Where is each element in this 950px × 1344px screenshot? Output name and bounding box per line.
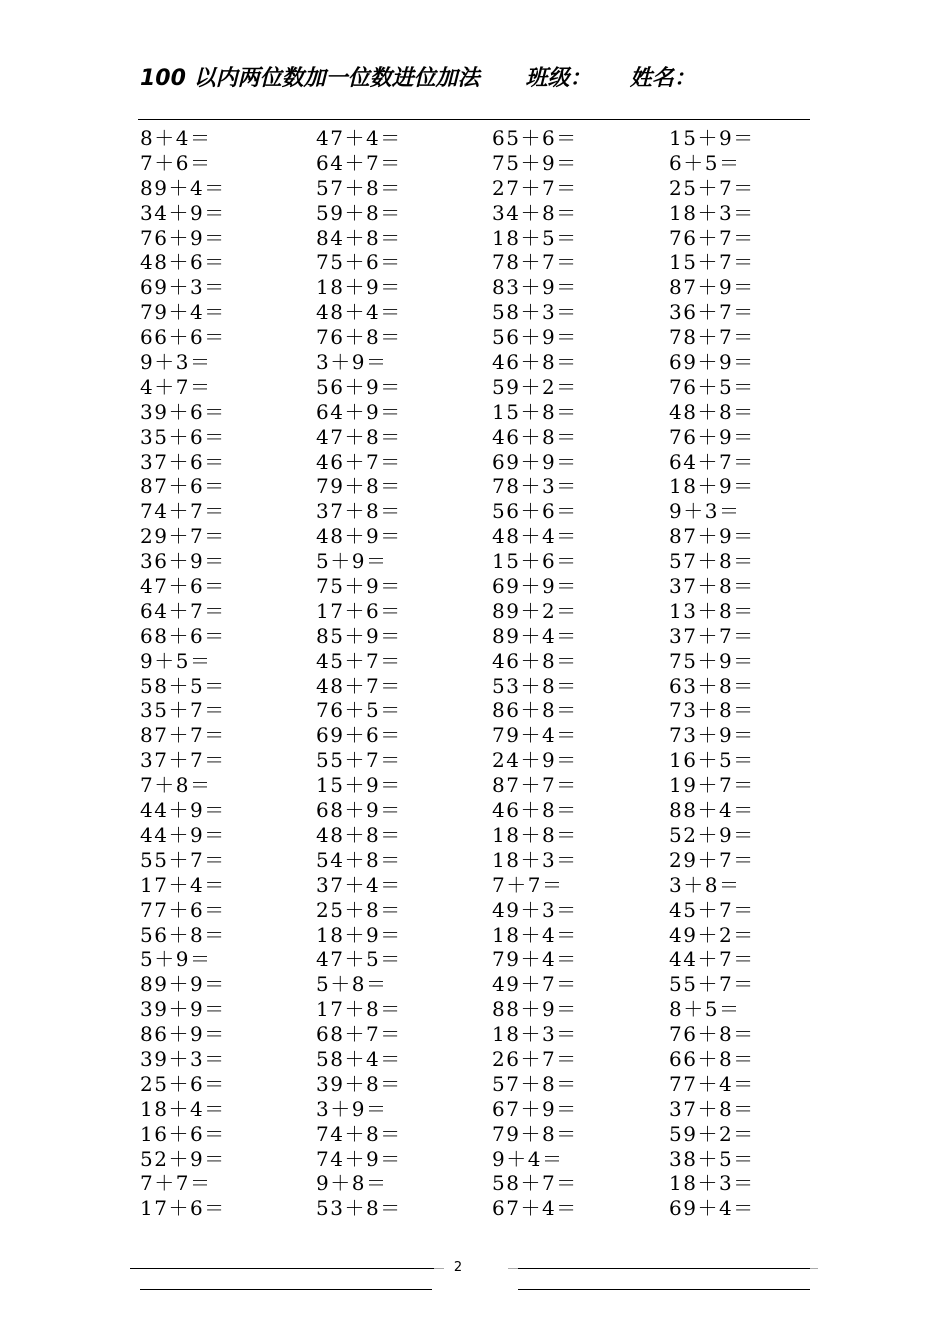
math-problem: 37＋4＝ [316,872,402,897]
math-problem: 49＋3＝ [492,897,578,922]
math-problem: 46＋8＝ [492,798,578,823]
math-problem: 59＋8＝ [316,200,402,225]
math-problem: 76＋9＝ [669,424,755,449]
math-problem: 39＋6＝ [140,399,226,424]
math-problem: 15＋7＝ [669,250,755,275]
math-problem: 37＋6＝ [140,449,226,474]
math-problem: 59＋2＝ [669,1121,755,1146]
math-problem: 15＋8＝ [492,399,578,424]
math-problem: 67＋9＝ [492,1096,578,1121]
math-problem: 45＋7＝ [316,648,402,673]
math-problem: 25＋8＝ [316,897,402,922]
math-problem: 48＋7＝ [316,673,402,698]
math-problem: 25＋6＝ [140,1071,226,1096]
math-problem: 48＋9＝ [316,524,402,549]
math-problem: 18＋5＝ [492,225,578,250]
math-problem: 46＋8＝ [492,350,578,375]
math-problem: 69＋6＝ [316,723,402,748]
math-problem: 46＋7＝ [316,449,402,474]
math-problem: 7＋8＝ [140,773,212,798]
math-problem: 79＋4＝ [492,947,578,972]
math-problem: 16＋6＝ [140,1121,226,1146]
math-problem: 58＋7＝ [492,1171,578,1196]
math-problem: 79＋4＝ [492,723,578,748]
math-problem: 84＋8＝ [316,225,402,250]
math-problem: 3＋8＝ [669,872,741,897]
math-problem: 74＋8＝ [316,1121,402,1146]
math-problem: 9＋5＝ [140,648,212,673]
page-number: 2 [453,1260,463,1275]
footer-rule-left [130,1268,434,1269]
math-problem: 78＋3＝ [492,474,578,499]
math-problem: 17＋8＝ [316,997,402,1022]
math-problem: 85＋9＝ [316,623,402,648]
math-problem: 9＋8＝ [316,1171,388,1196]
math-problem: 7＋7＝ [492,872,564,897]
footer-underline-left [140,1289,432,1290]
math-problem: 76＋5＝ [669,374,755,399]
math-problem: 35＋7＝ [140,698,226,723]
footer-rule-right-start [508,1268,518,1269]
math-problem: 49＋7＝ [492,972,578,997]
math-problem: 18＋3＝ [492,847,578,872]
math-problem: 58＋5＝ [140,673,226,698]
math-problem: 39＋8＝ [316,1071,402,1096]
math-problem: 89＋4＝ [492,623,578,648]
math-problem: 18＋3＝ [669,200,755,225]
math-problem: 75＋9＝ [492,150,578,175]
math-problem: 55＋7＝ [669,972,755,997]
footer-rule-right [518,1268,810,1269]
math-problem: 15＋9＝ [316,773,402,798]
math-problem: 75＋9＝ [669,648,755,673]
page-title: 100 以内两位数加一位数进位加法 班级： 姓名： [140,66,696,91]
math-problem: 7＋7＝ [140,1171,212,1196]
math-problem: 77＋6＝ [140,897,226,922]
math-problem: 75＋6＝ [316,250,402,275]
math-problem: 56＋9＝ [492,325,578,350]
math-problem: 48＋4＝ [492,524,578,549]
problem-grid [140,126,840,1221]
math-problem: 88＋4＝ [669,798,755,823]
math-problem: 66＋6＝ [140,325,226,350]
math-problem: 64＋7＝ [669,449,755,474]
math-problem: 52＋9＝ [140,1146,226,1171]
math-problem: 25＋7＝ [669,175,755,200]
math-problem: 6＋5＝ [669,150,741,175]
math-problem: 47＋6＝ [140,574,226,599]
math-problem: 48＋4＝ [316,300,402,325]
math-problem: 56＋6＝ [492,499,578,524]
math-problem: 37＋8＝ [669,574,755,599]
math-problem: 39＋9＝ [140,997,226,1022]
math-problem: 37＋8＝ [316,499,402,524]
math-problem: 78＋7＝ [492,250,578,275]
math-problem: 18＋3＝ [669,1171,755,1196]
math-problem: 57＋8＝ [316,175,402,200]
math-problem: 9＋4＝ [492,1146,564,1171]
math-problem: 63＋8＝ [669,673,755,698]
math-problem: 76＋7＝ [669,225,755,250]
math-problem: 36＋9＝ [140,549,226,574]
math-problem: 49＋2＝ [669,922,755,947]
math-problem: 46＋8＝ [492,648,578,673]
math-problem: 87＋9＝ [669,275,755,300]
math-problem: 48＋6＝ [140,250,226,275]
math-problem: 73＋9＝ [669,723,755,748]
math-problem: 53＋8＝ [316,1196,402,1221]
math-problem: 18＋9＝ [669,474,755,499]
math-problem: 8＋5＝ [669,997,741,1022]
math-problem: 9＋3＝ [140,350,212,375]
math-problem: 4＋7＝ [140,374,212,399]
math-problem: 3＋9＝ [316,350,388,375]
math-problem: 7＋6＝ [140,150,212,175]
math-problem: 59＋2＝ [492,374,578,399]
math-problem: 37＋7＝ [140,748,226,773]
math-problem: 8＋4＝ [140,126,212,150]
math-problem: 3＋9＝ [316,1096,388,1121]
footer-underline-right [518,1289,810,1290]
math-problem: 88＋9＝ [492,997,578,1022]
math-problem: 68＋7＝ [316,1022,402,1047]
math-problem: 79＋8＝ [492,1121,578,1146]
math-problem: 18＋4＝ [492,922,578,947]
math-problem: 53＋8＝ [492,673,578,698]
math-problem: 46＋8＝ [492,424,578,449]
math-problem: 34＋9＝ [140,200,226,225]
math-problem: 52＋9＝ [669,822,755,847]
math-problem: 66＋8＝ [669,1046,755,1071]
math-problem: 58＋3＝ [492,300,578,325]
math-problem: 57＋8＝ [669,549,755,574]
math-problem: 29＋7＝ [669,847,755,872]
math-problem: 37＋7＝ [669,623,755,648]
math-problem: 18＋3＝ [492,1022,578,1047]
math-problem: 5＋8＝ [316,972,388,997]
math-problem: 73＋8＝ [669,698,755,723]
math-problem: 67＋4＝ [492,1196,578,1221]
math-problem: 76＋8＝ [316,325,402,350]
math-problem: 18＋4＝ [140,1096,226,1121]
math-problem: 64＋9＝ [316,399,402,424]
math-problem: 9＋3＝ [669,499,741,524]
math-problem: 17＋6＝ [316,598,402,623]
math-problem: 56＋8＝ [140,922,226,947]
math-problem: 27＋7＝ [492,175,578,200]
math-problem: 47＋4＝ [316,126,402,150]
math-problem: 29＋7＝ [140,524,226,549]
math-problem: 35＋6＝ [140,424,226,449]
math-problem: 54＋8＝ [316,847,402,872]
math-problem: 75＋9＝ [316,574,402,599]
math-problem: 56＋9＝ [316,374,402,399]
math-problem: 69＋9＝ [492,449,578,474]
math-problem: 18＋9＝ [316,922,402,947]
math-problem: 89＋2＝ [492,598,578,623]
math-problem: 86＋8＝ [492,698,578,723]
footer-rule-right-end [810,1268,818,1269]
math-problem: 76＋5＝ [316,698,402,723]
math-problem: 69＋4＝ [669,1196,755,1221]
math-problem: 34＋8＝ [492,200,578,225]
math-problem: 15＋6＝ [492,549,578,574]
math-problem: 18＋9＝ [316,275,402,300]
math-problem: 76＋9＝ [140,225,226,250]
math-problem: 79＋8＝ [316,474,402,499]
math-problem: 13＋8＝ [669,598,755,623]
math-problem: 78＋7＝ [669,325,755,350]
math-problem: 26＋7＝ [492,1046,578,1071]
math-problem: 74＋7＝ [140,499,226,524]
math-problem: 55＋7＝ [140,847,226,872]
math-problem: 64＋7＝ [140,598,226,623]
math-problem: 48＋8＝ [669,399,755,424]
math-problem: 74＋9＝ [316,1146,402,1171]
math-problem: 68＋9＝ [316,798,402,823]
math-problem: 44＋9＝ [140,798,226,823]
math-problem: 38＋5＝ [669,1146,755,1171]
math-problem: 58＋4＝ [316,1046,402,1071]
math-problem: 39＋3＝ [140,1046,226,1071]
math-problem: 86＋9＝ [140,1022,226,1047]
math-problem: 47＋8＝ [316,424,402,449]
math-problem: 5＋9＝ [140,947,212,972]
math-problem: 65＋6＝ [492,126,578,150]
math-problem: 44＋9＝ [140,822,226,847]
math-problem: 57＋8＝ [492,1071,578,1096]
math-problem: 89＋9＝ [140,972,226,997]
math-problem: 87＋7＝ [492,773,578,798]
math-problem: 45＋7＝ [669,897,755,922]
math-problem: 69＋9＝ [492,574,578,599]
math-problem: 17＋6＝ [140,1196,226,1221]
math-problem: 87＋7＝ [140,723,226,748]
math-problem: 15＋9＝ [669,126,755,150]
title-underline [138,119,810,120]
math-problem: 77＋4＝ [669,1071,755,1096]
math-problem: 55＋7＝ [316,748,402,773]
math-problem: 69＋3＝ [140,275,226,300]
math-problem: 79＋4＝ [140,300,226,325]
math-problem: 19＋7＝ [669,773,755,798]
math-problem: 44＋7＝ [669,947,755,972]
math-problem: 17＋4＝ [140,872,226,897]
math-problem: 36＋7＝ [669,300,755,325]
math-problem: 69＋9＝ [669,350,755,375]
math-problem: 87＋9＝ [669,524,755,549]
math-problem: 48＋8＝ [316,822,402,847]
math-problem: 47＋5＝ [316,947,402,972]
math-problem: 87＋6＝ [140,474,226,499]
math-problem: 24＋9＝ [492,748,578,773]
math-problem: 5＋9＝ [316,549,388,574]
math-problem: 76＋8＝ [669,1022,755,1047]
math-problem: 89＋4＝ [140,175,226,200]
math-problem: 16＋5＝ [669,748,755,773]
math-problem: 64＋7＝ [316,150,402,175]
math-problem: 18＋8＝ [492,822,578,847]
math-problem: 37＋8＝ [669,1096,755,1121]
math-problem: 83＋9＝ [492,275,578,300]
math-problem: 68＋6＝ [140,623,226,648]
